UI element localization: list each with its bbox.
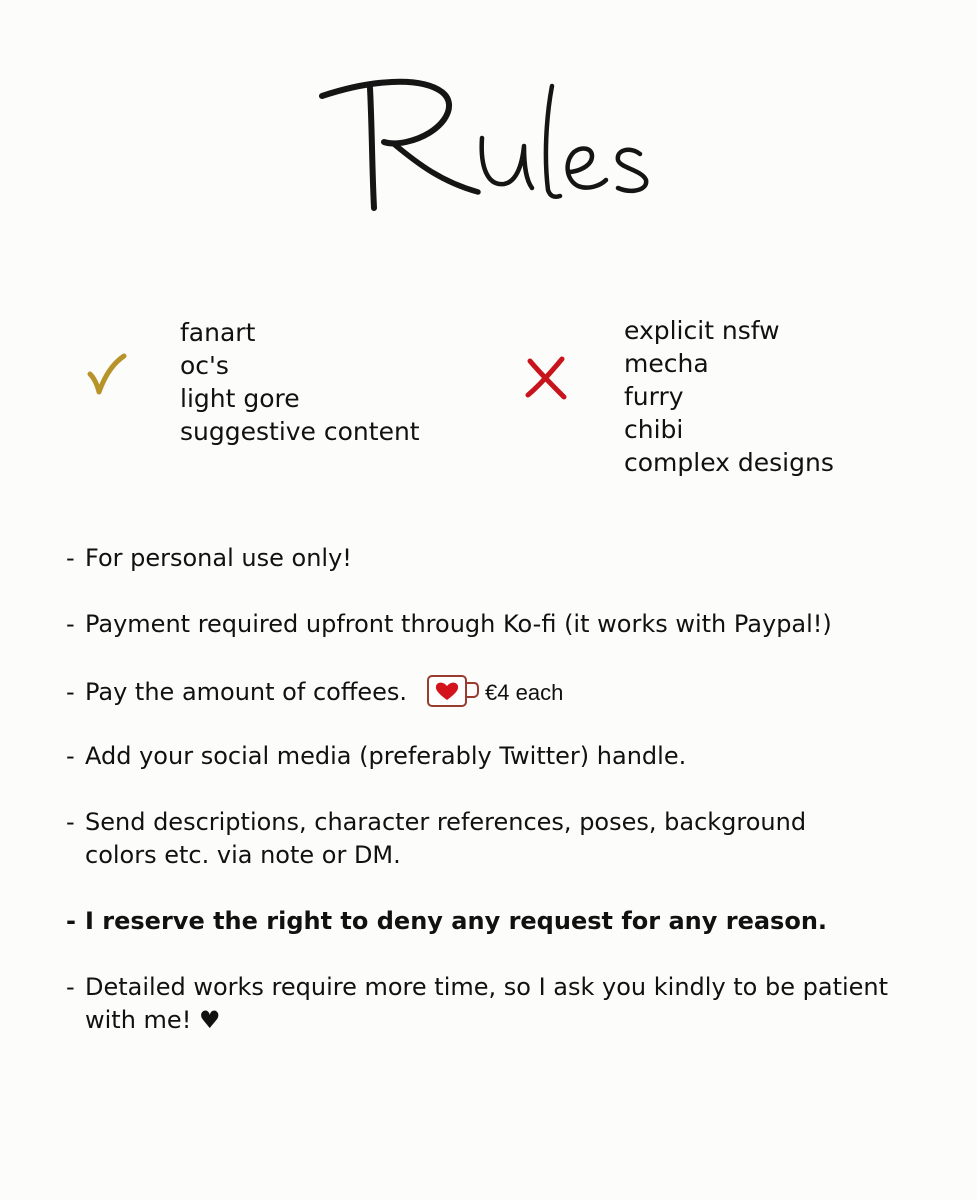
rule-item [66, 806, 806, 872]
not-allowed-item: chibi [624, 415, 684, 444]
cross-icon [522, 355, 570, 401]
rule-dash: - [66, 808, 75, 836]
rule-dash: - [66, 973, 75, 1001]
not-allowed-item: furry [624, 382, 684, 411]
title-lettering [310, 58, 670, 228]
rule-item [66, 674, 563, 710]
rule-dash: - [66, 678, 75, 706]
allowed-item: suggestive content [180, 417, 420, 446]
rule-item [66, 971, 888, 1037]
checkmark-icon [84, 352, 128, 400]
rule-text: Add your social media (preferably Twitter) handle. [85, 742, 687, 770]
allowed-item: oc's [180, 351, 229, 380]
rule-item [66, 608, 832, 641]
rule-item [66, 740, 686, 773]
rule-item [66, 905, 827, 938]
not-allowed-item: explicit nsfw [624, 316, 780, 345]
page-title [310, 58, 670, 228]
allowed-list [180, 316, 420, 448]
not-allowed-item: complex designs [624, 448, 834, 477]
rule-text-continued: with me! ♥ [85, 1006, 221, 1034]
price-per-coffee: €4 each [485, 680, 564, 705]
not-allowed-item: mecha [624, 349, 709, 378]
rule-dash: - [66, 742, 75, 770]
rule-text-continued: colors etc. via note or DM. [85, 841, 401, 869]
rule-text: Send descriptions, character references, poses, background [85, 808, 807, 836]
allowed-item: light gore [180, 384, 300, 413]
rule-text: For personal use only! [85, 544, 352, 572]
rule-dash: - [66, 907, 76, 935]
rule-dash: - [66, 610, 75, 638]
rule-dash: - [66, 544, 75, 572]
not-allowed-list [624, 314, 834, 479]
allowed-item: fanart [180, 318, 256, 347]
rule-text: Detailed works require more time, so I ask you kindly to be patient [85, 973, 889, 1001]
rule-item [66, 542, 352, 575]
rule-text: I reserve the right to deny any request for any reason. [85, 907, 828, 935]
rule-text: Pay the amount of coffees. [85, 678, 408, 706]
coffee-cup-heart-icon [425, 674, 481, 710]
rule-text: Payment required upfront through Ko-fi (it works with Paypal!) [85, 610, 832, 638]
